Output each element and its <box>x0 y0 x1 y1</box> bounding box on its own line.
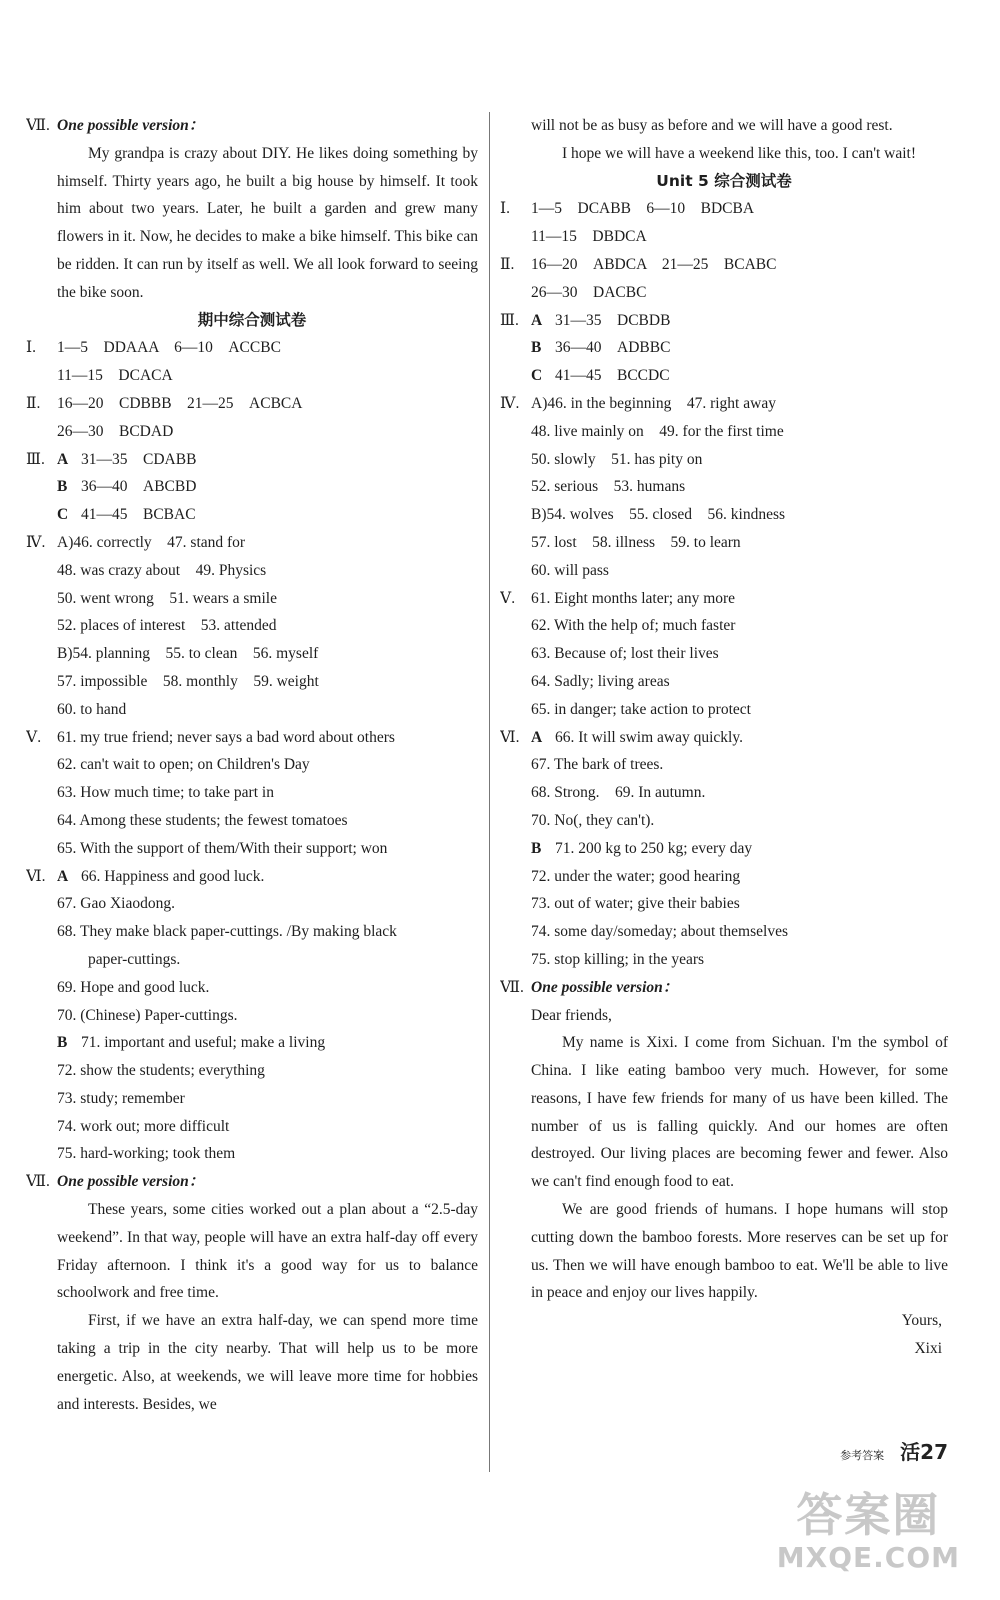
watermark-url: MXQE.COM <box>776 1541 960 1574</box>
answer-row: 63. Because of; lost their lives <box>531 645 719 663</box>
page-number: 活27 <box>900 1440 948 1464</box>
answer-row: Ⅵ. A 66. Happiness and good luck. <box>26 867 265 885</box>
answer-row: 68. They make black paper-cuttings. /By making black <box>57 923 397 941</box>
answer-row: 52. places of interest 53. attended <box>57 617 277 635</box>
answer-row: 64. Sadly; living areas <box>531 672 670 690</box>
essay-paragraph: First, if we have an extra half-day, we can spend more time taking a trip in the city nearby. That will help us to be more energetic. Also, at weekends, we will leave more time for hobbies and interests. Besides, we <box>57 1312 479 1413</box>
essay-paragraph: will not be as busy as before and we will have a good rest. <box>531 117 893 134</box>
watermark <box>777 1488 960 1574</box>
answer-row: 60. will pass <box>531 561 609 579</box>
essay-paragraph: My grandpa is crazy about DIY. He likes doing something by himself. Thirty years ago, he built a big house by himself. It took him about two years. Later, he built a garden and grew many flowers in it. Now, he decides to make a bike himself. This bike can be ridden. It can run by itself as well. We all look forward to seeing the bike soon. <box>57 144 479 301</box>
answer-row: 11—15 DBDCA <box>531 228 647 246</box>
answer-row: C 41—45 BCBAC <box>57 506 196 524</box>
answer-row: Ⅴ. 61. Eight months later; any more <box>500 589 736 607</box>
letter-signature: Xixi <box>914 1340 942 1358</box>
answer-row: 67. The bark of trees. <box>531 756 664 774</box>
answer-row: 26—30 DACBC <box>531 283 647 301</box>
answer-row: B)54. wolves 55. closed 56. kindness <box>531 506 786 524</box>
answer-row: Ⅵ. A 66. It will swim away quickly. <box>500 728 743 746</box>
answer-row: paper-cuttings. <box>57 950 181 968</box>
footer-label: 参考答案 <box>840 1449 885 1462</box>
column-divider <box>489 112 490 1472</box>
answer-row: 50. slowly 51. has pity on <box>531 450 703 468</box>
answer-row: Ⅱ. 16—20 CDBBB 21—25 ACBCA <box>26 394 303 412</box>
answer-row: 70. (Chinese) Paper-cuttings. <box>57 1006 238 1024</box>
answer-row: B 36—40 ADBBC <box>531 339 671 357</box>
answer-row: 74. work out; more difficult <box>57 1117 230 1135</box>
answer-row: 70. No(, they can't). <box>531 811 655 829</box>
answer-row: 62. With the help of; much faster <box>531 617 736 635</box>
answer-row: B 36—40 ABCBD <box>57 478 197 496</box>
answer-row: Ⅲ. A 31—35 DCBDB <box>500 311 671 329</box>
answer-row: 72. show the students; everything <box>57 1062 265 1080</box>
essay-paragraph: We are good friends of humans. I hope humans will stop cutting down the bamboo forests. More reserves can be set up for us. Then we will have enough bamboo to eat. We'll be able to live in peace and enjoy our lives happily. <box>531 1201 949 1302</box>
essay-paragraph: These years, some cities worked out a plan about a “2.5-day weekend”. In that way, people will have an extra half-day off every Friday afternoon. I think it's a good way for us to balance schoolwork and free time. <box>57 1201 479 1302</box>
answer-row: C 41—45 BCCDC <box>531 367 670 385</box>
page-footer <box>840 1436 948 1465</box>
essay-paragraph: I hope we will have a weekend like this, too. I can't wait! <box>562 144 917 162</box>
answer-row: Ⅳ. A)46. correctly 47. stand for <box>26 533 246 551</box>
answer-row: 64. Among these students; the fewest tomatoes <box>57 811 348 829</box>
letter-greeting: Dear friends, <box>531 1006 612 1024</box>
answer-row: 67. Gao Xiaodong. <box>57 895 175 913</box>
answer-row: Ⅴ. 61. my true friend; never says a bad word about others <box>26 728 395 746</box>
section-7-header: Ⅶ. One possible version： <box>26 117 205 134</box>
answer-row: 62. can't wait to open; on Children's Day <box>57 756 310 774</box>
answer-row: Ⅱ. 16—20 ABDCA 21—25 BCABC <box>500 255 777 273</box>
answer-row: 72. under the water; good hearing <box>531 867 741 885</box>
answer-row: Ⅰ. 1—5 DCABB 6—10 BDCBA <box>500 200 755 218</box>
answer-row: B)54. planning 55. to clean 56. myself <box>57 645 319 663</box>
answer-row: B 71. important and useful; make a living <box>57 1034 326 1052</box>
answer-row: 63. How much time; to take part in <box>57 784 274 802</box>
answer-row: 60. to hand <box>57 700 127 718</box>
section-7-header: Ⅶ. One possible version： <box>26 1173 205 1191</box>
answer-row: 75. stop killing; in the years <box>531 950 705 968</box>
section-heading: Unit 5 综合测试卷 <box>656 171 792 190</box>
right-column <box>500 112 948 1363</box>
answer-row: 65. With the support of them/With their support; won <box>57 839 388 857</box>
answer-row: 74. some day/someday; about themselves <box>531 923 788 941</box>
answer-row: 52. serious 53. humans <box>531 478 686 496</box>
answer-row: 69. Hope and good luck. <box>57 978 210 996</box>
answer-row: 68. Strong. 69. In autumn. <box>531 784 706 802</box>
answer-row: 65. in danger; take action to protect <box>531 700 751 718</box>
answer-row: 73. out of water; give their babies <box>531 895 740 913</box>
answer-row: Ⅲ. A 31—35 CDABB <box>26 450 197 468</box>
answer-row: 26—30 BCDAD <box>57 422 174 440</box>
answer-row: Ⅰ. 1—5 DDAAA 6—10 ACCBC <box>26 339 281 357</box>
answer-row: 50. went wrong 51. wears a smile <box>57 589 277 607</box>
left-column <box>26 112 478 1418</box>
watermark-text: 答案圈 <box>796 1488 941 1542</box>
answer-row: 57. lost 58. illness 59. to learn <box>531 533 741 551</box>
answer-row: Ⅳ. A)46. in the beginning 47. right away <box>500 394 776 412</box>
essay-paragraph: My name is Xixi. I come from Sichuan. I'm the symbol of China. I like eating bamboo very much. However, for some reasons, I have few friends for many of us have been killed. The number of us is falling quickly. And our homes are often destroyed. Our living places are becoming fewer and fewer. Also we can't find enough food to eat. <box>531 1034 949 1191</box>
answer-row: 48. live mainly on 49. for the first time <box>531 422 784 440</box>
answer-row: 48. was crazy about 49. Physics <box>57 561 267 579</box>
answer-row: 75. hard-working; took them <box>57 1145 236 1163</box>
answer-row: 57. impossible 58. monthly 59. weight <box>57 672 319 690</box>
answer-row: B 71. 200 kg to 250 kg; every day <box>531 839 753 857</box>
section-7-header: Ⅶ. One possible version： <box>500 978 679 996</box>
section-heading: 期中综合测试卷 <box>197 310 307 329</box>
letter-closing: Yours, <box>901 1312 942 1330</box>
answer-row: 73. study; remember <box>57 1089 185 1107</box>
answer-row: 11—15 DCACA <box>57 367 173 385</box>
